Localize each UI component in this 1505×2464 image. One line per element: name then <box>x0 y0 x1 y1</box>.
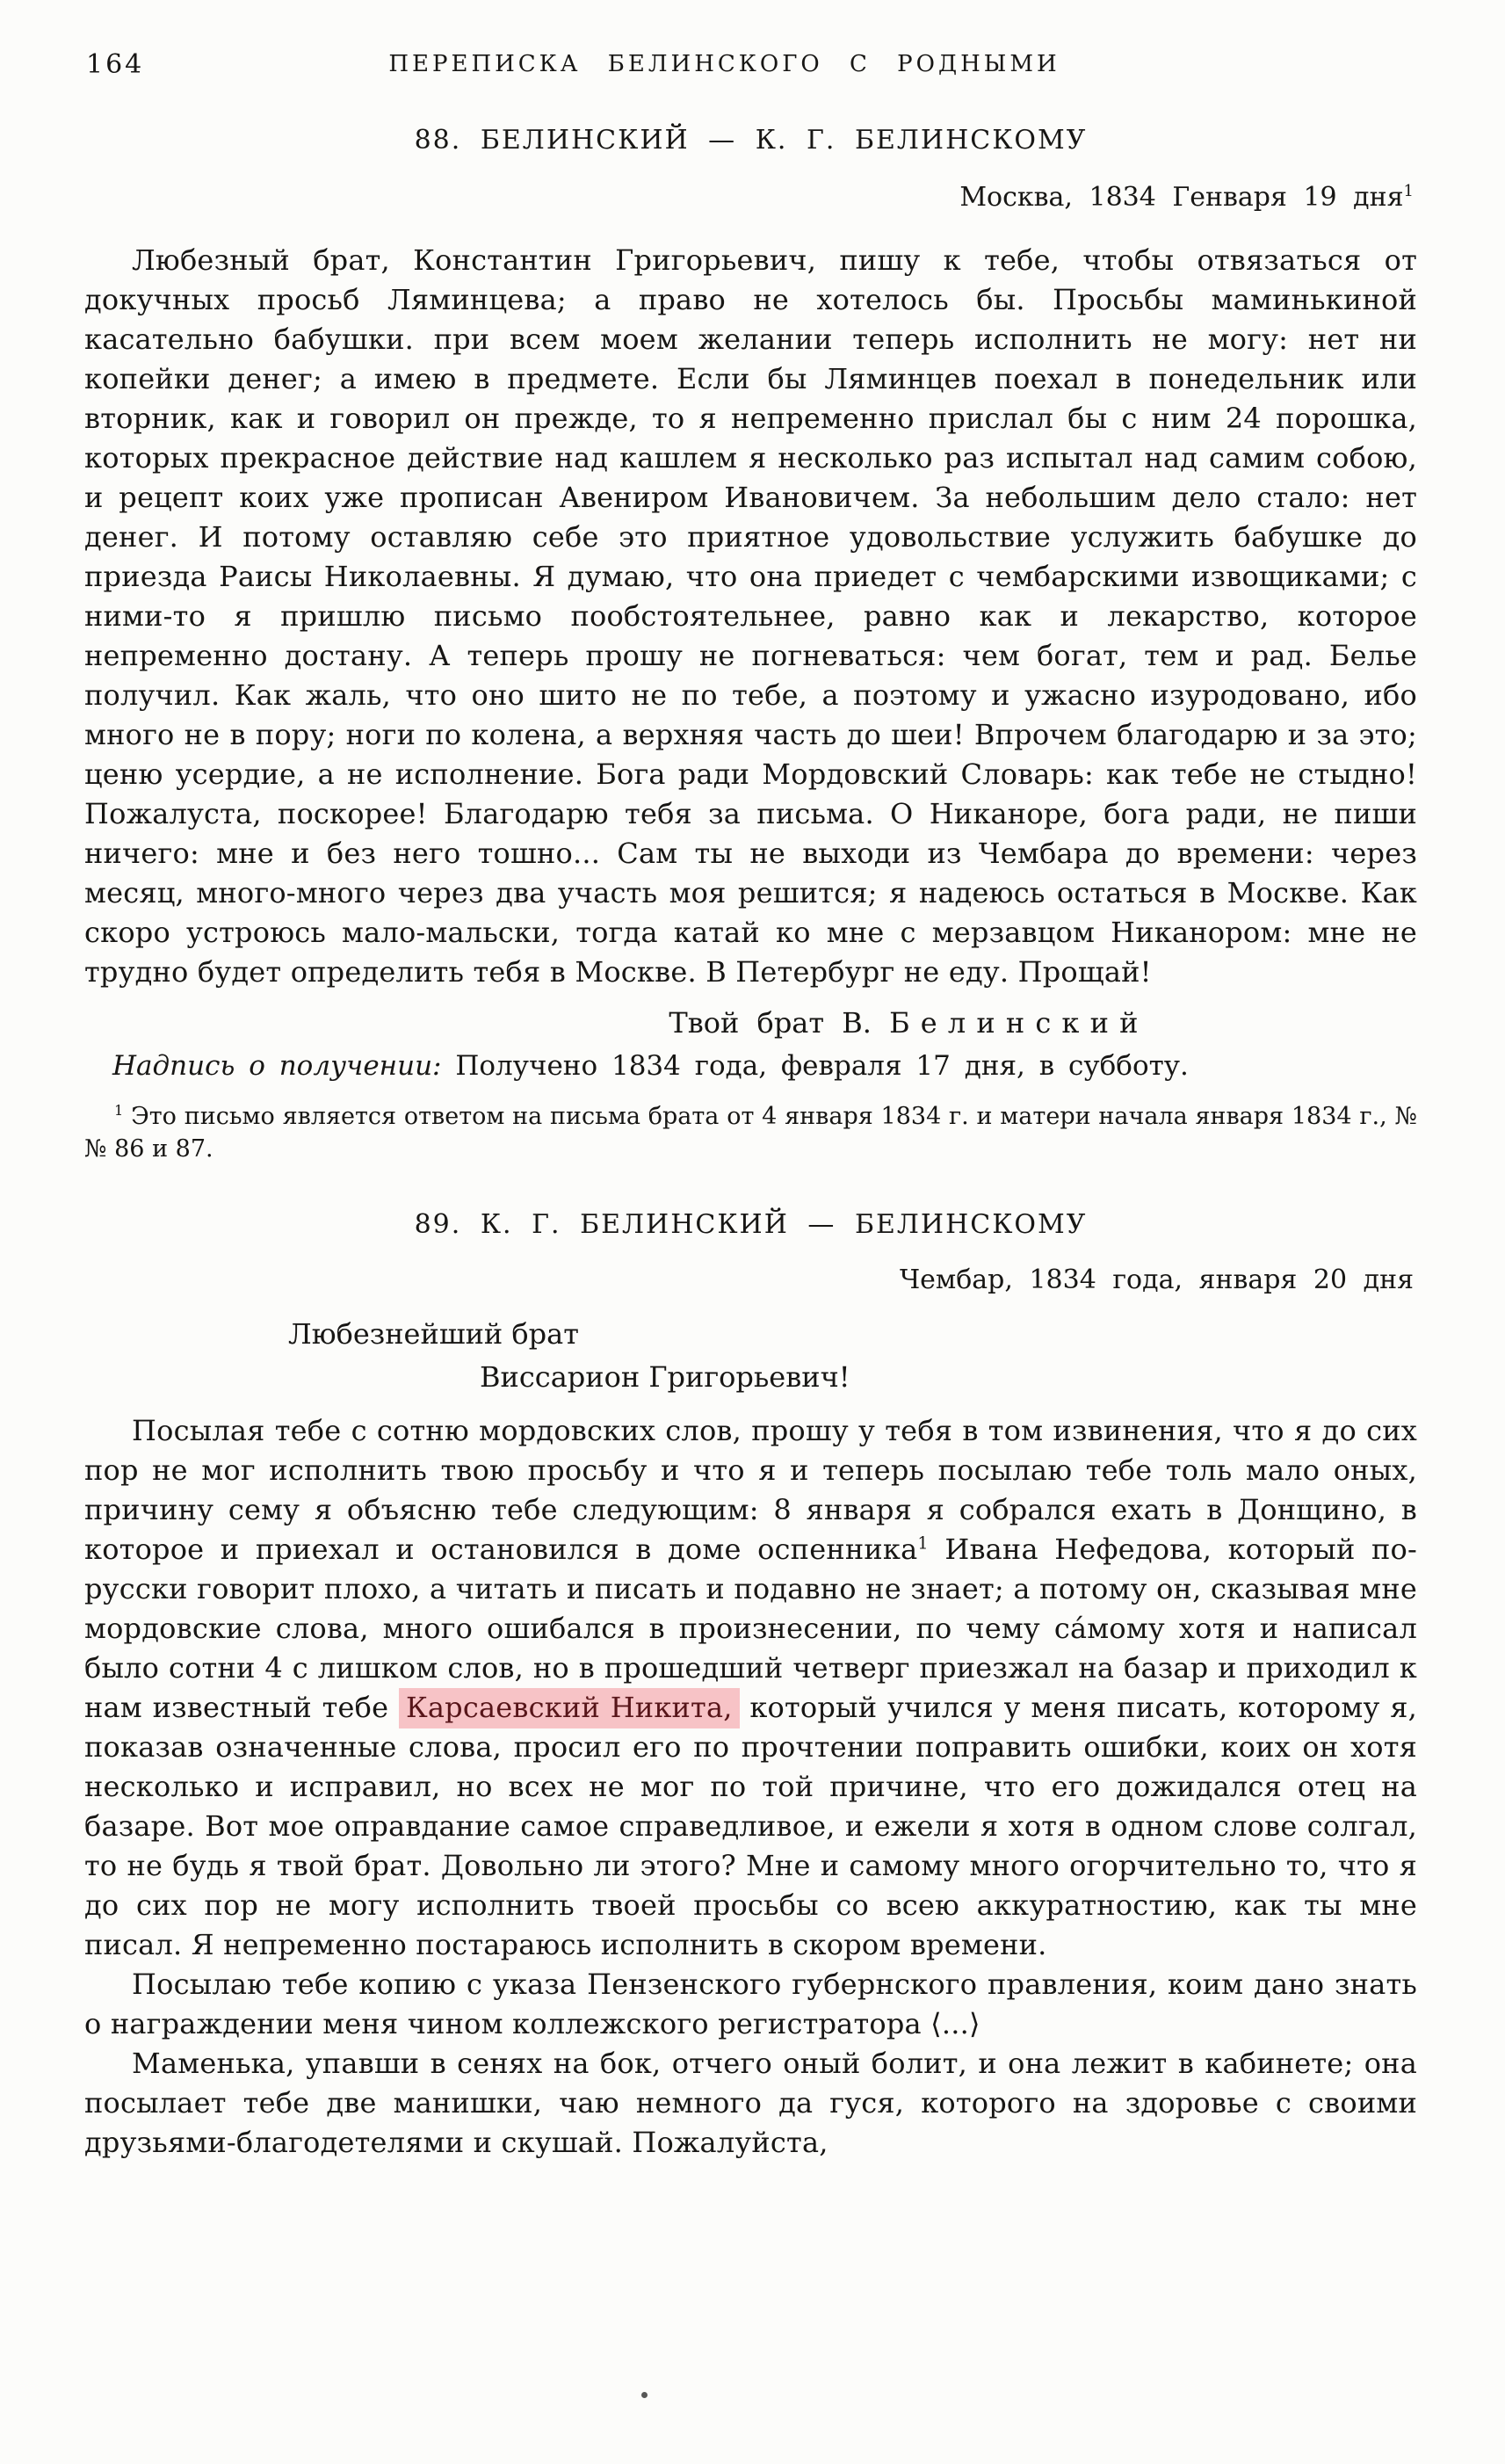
paragraph-1-segment-2: Ивана Нефедова, который по-русски говорит плохо, а читать и писать и подавно не знает; а потому он, сказывая мне мордовские слова, много ошибался в произнесении, по чему са́мому хотя и написал было сотни 4 с лишком слов, но в прошедший четверг приезжал на базар и приходил к нам известный тебе <box>84 1533 1417 1724</box>
letter-88 <box>84 125 1417 1165</box>
receipt-text: Получено 1834 года, февраля 17 дня, в субботу. <box>441 1050 1189 1082</box>
letter-89-paragraph-3: Маменька, упавши в сенях на бок, отчего оный болит, и она лежит в кабинете; она посылает тебе две манишки, чаю немного да гуся, которого на здоровье с своими друзьями-благодетелями и скушай. Пожалуйста, <box>84 2047 1417 2159</box>
receipt-note <box>84 1047 1417 1086</box>
signature-name: Белинский <box>889 1006 1149 1040</box>
highlighted-name: Карсаевский Никита, <box>399 1688 740 1728</box>
running-head <box>84 46 1417 81</box>
receipt-label: Надпись о получении: <box>112 1050 442 1082</box>
salutation-line-2: Виссарион Григорьевич! <box>480 1360 850 1394</box>
letter-88-signature <box>84 1006 1417 1040</box>
letter-89 <box>84 1209 1417 2163</box>
paragraph-1-segment-1: Посылая тебе с сотню мордовских слов, прошу у тебя в том извинения, что я до сих пор не мог исполнить твою просьбу и что я и теперь посылаю тебе толь мало оных, причину сему я объясню тебе следующим: 8 января я собрался ехать в Донщино, в которое и приехал и остановился в доме оспенника <box>84 1414 1417 1566</box>
footnote-mark-1: 1 <box>114 1102 124 1119</box>
footnote-reference-1: 1 <box>1403 182 1414 200</box>
footnote-reference-2: 1 <box>917 1533 929 1554</box>
scan-artifact-dot <box>641 2392 648 2398</box>
page-number: 164 <box>86 49 145 80</box>
footnote-text: Это письмо является ответом на письма брата от 4 января 1834 г. и матери начала января 1834 г., №№ 86 и 87. <box>84 1103 1417 1163</box>
letter-89-paragraph-1 <box>84 1411 1417 1965</box>
letter-88-heading: 88. БЕЛИНСКИЙ — К. Г. БЕЛИНСКОМУ <box>414 125 1088 156</box>
letter-88-footnote <box>84 1100 1417 1165</box>
letter-88-dateline-text: Москва, 1834 Генваря 19 дня <box>959 182 1404 213</box>
letter-89-paragraph-2: Посылаю тебе копию с указа Пензенского губернского правления, коим дано знать о награждении меня чином коллежского регистратора ⟨...⟩ <box>84 1968 1417 2040</box>
running-title: ПЕРЕПИСКА БЕЛИНСКОГО С РОДНЫМИ <box>388 51 1060 77</box>
letter-88-body: Любезный брат, Константин Григорьевич, пишу к тебе, чтобы отвязаться от докучных просьб Ляминцева; а право не хотелось бы. Просьбы маминькиной касательно бабушки. при всем моем желании теперь исполнить не могу: нет ни копейки денег; а имею в предмете. Если бы Ляминцев поехал в понедельник или вторник, как и говорил он прежде, то я непременно прислал бы с ним 24 порошка, которых прекрасное действие над кашлем я несколько раз испытал над самим собою, и рецепт коих уже прописан Авениром Ивановичем. За небольшим дело стало: нет денег. И потому оставляю себе это приятное удовольствие услужить бабушке до приезда Раисы Николаевны. Я думаю, что она приедет с чембарскими извощиками; с ними-то я пришлю письмо пообстоятельнее, равно как и лекарство, которое непременно достану. А теперь прошу не погневаться: чем богат, тем и рад. Белье получил. Как жаль, что оно шито не по тебе, а поэтому и ужасно изуродовано, ибо много не в пору; ноги по колена, а верхняя часть до шеи! Впрочем благодарю и за это; ценю усердие, а не исполнение. Бога ради Мордовский Словарь: как тебе не стыдно! Пожалуста, поскорее! Благодарю тебя за письма. О Никаноре, бога ради, не пиши ничего: мне и без него тошно... Сам ты не выходи из Чембара до времени: через месяц, много-много через два участь моя решится; я надеюсь остаться в Москве. Как скоро устроюсь мало-мальски, тогда катай ко мне с мерзавцом Никанором: мне не трудно будет определить тебя в Москве. В Петербург не еду. Прощай! <box>84 243 1417 989</box>
letter-88-dateline <box>84 182 1414 213</box>
signature-prefix: Твой брат В. <box>669 1006 890 1040</box>
salutation-line-1: Любезнейший брат <box>288 1317 579 1351</box>
letter-89-dateline: Чембар, 1834 года, января 20 дня <box>899 1265 1414 1295</box>
letter-89-heading: 89. К. Г. БЕЛИНСКИЙ — БЕЛИНСКОМУ <box>414 1209 1088 1240</box>
paragraph-1-segment-3: который учился у меня писать, которому я, показав означенные слова, просил его по прочтении поправить ошибки, коих он хотя несколько и исправил, но всех не мог по той причине, что его дожидался отец на базаре. Вот мое оправдание самое справедливое, и ежели я хотя в одном слове солгал, то не будь я твой брат. Довольно ли этого? Мне и самому много огорчительно то, что я до сих пор не могу исполнить твоей просьбы со всею аккуратностию, как ты мне писал. Я непременно постараюсь исполнить в скором времени. <box>84 1691 1417 1961</box>
